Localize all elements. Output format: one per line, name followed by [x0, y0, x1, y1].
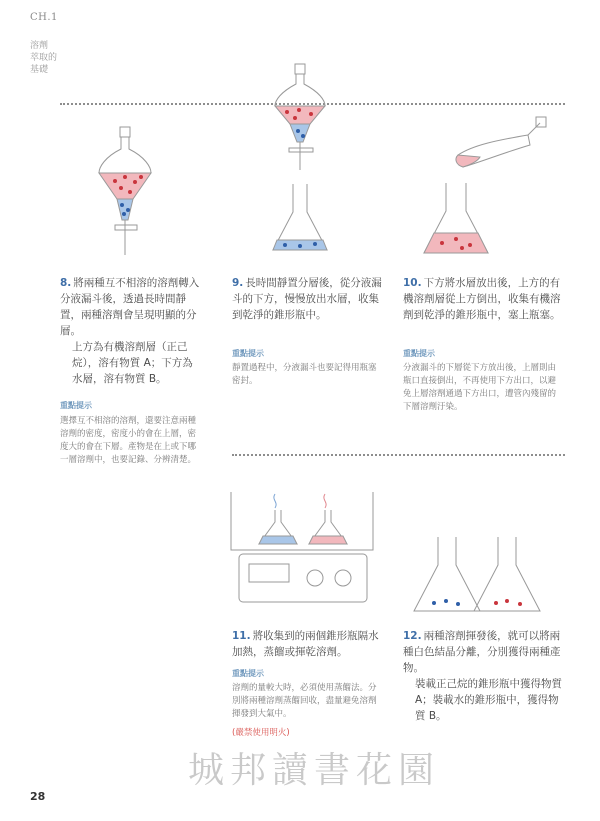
step-12: [403, 628, 563, 724]
subtitle-line: 萃取的: [30, 53, 58, 63]
pouring-illustration: [418, 115, 558, 260]
step-text: 下方將水層放出後，上方的有機溶劑層從上方倒出，收集有機溶劑到乾淨的錐形瓶中，塞上瓶塞。: [403, 277, 561, 321]
subtitle-line: 基礎: [30, 65, 49, 75]
tip-title: 重點提示: [60, 401, 92, 410]
tip-title: 重點提示: [403, 349, 435, 358]
water-bath-illustration: [225, 482, 380, 612]
tip-text: 選擇互不相溶的溶劑，還要注意兩種溶劑的密度，密度小的會在上層，密度大的會在下層。產物是在上或下哪一層溶劑中，也要記錄、分辨清楚。: [60, 416, 197, 465]
chapter-label: CH.1: [30, 12, 58, 23]
tip-text: 靜置過程中，分液漏斗也要記得用瓶塞密封。: [232, 363, 377, 386]
step-text: 將收集到的兩個錐形瓶隔水加熱，蒸餾或揮乾溶劑。: [232, 630, 379, 658]
tip-title: 重點提示: [232, 349, 264, 358]
step-extra: 裝載正己烷的錐形瓶中獲得物質 A；裝載水的錐形瓶中，獲得物質 B。: [415, 678, 562, 722]
step-number: 10.: [403, 277, 422, 289]
step-text: 兩種溶劑揮發後，就可以將兩種白色結晶分離，分別獲得兩種產物。: [403, 630, 561, 674]
step-8: [60, 275, 200, 387]
step-number: 9.: [232, 277, 244, 289]
tip-title: 重點提示: [232, 669, 264, 678]
chapter-subtitle: [30, 40, 57, 76]
watermark: 城邦讀書花園: [188, 750, 441, 791]
tip-text: 分液漏斗的下層從下方放出後，上層則由瓶口直接倒出，不再使用下方出口，以避免上層溶劑通過下方出口，遭管內殘留的下層溶劑汙染。: [403, 363, 557, 412]
step-number: 12.: [403, 630, 422, 642]
subtitle-line: 溶劑: [30, 41, 49, 51]
step-number: 8.: [60, 277, 72, 289]
step-extra: 上方為有機溶劑層（正己烷），溶有物質 A；下方為水層，溶有物質 B。: [72, 341, 193, 385]
step-text: 將兩種互不相溶的溶劑轉入分液漏斗後，透過長時間靜置，兩種溶劑會呈現明顯的分層。: [60, 277, 200, 337]
page-number: 28: [30, 790, 46, 803]
step-text: 長時間靜置分層後，從分液漏斗的下方，慢慢放出水層，收集到乾淨的錐形瓶中。: [232, 277, 382, 321]
step-9: [232, 275, 382, 323]
funnel-draining-illustration: [265, 62, 335, 262]
dotted-divider: [232, 454, 565, 456]
step-10: [403, 275, 563, 323]
tip-text: 溶劑的量較大時，必須使用蒸餾法。分別將兩種溶劑蒸餾回收，盡量避免溶劑揮發到大氣中。: [232, 683, 377, 719]
two-flasks-illustration: [410, 535, 545, 615]
step-number: 11.: [232, 630, 251, 642]
separatory-funnel-illustration: [95, 125, 155, 265]
warning-text: (嚴禁使用明火): [232, 728, 290, 738]
step-11: [232, 628, 382, 660]
